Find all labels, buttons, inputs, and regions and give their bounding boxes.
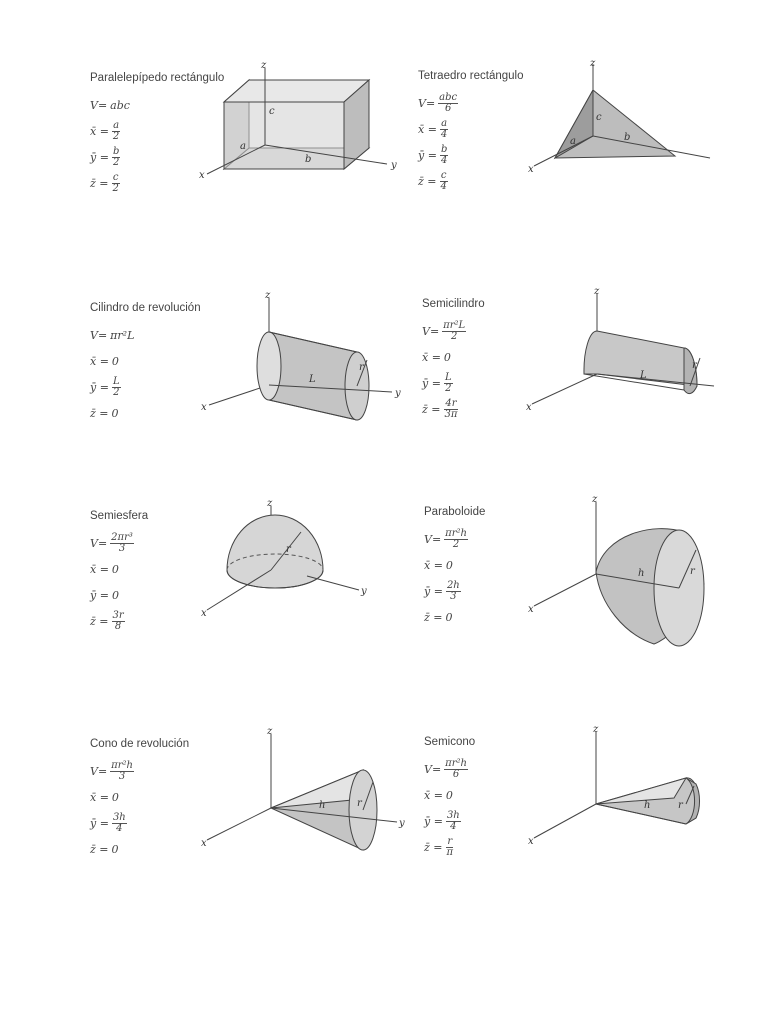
zbar-formula: z̄ = $\frac{3r}{8}$ xyxy=(90,609,124,632)
ybar-formula: ȳ = $\frac{b}{2}$ xyxy=(90,145,120,168)
z-axis-label: z xyxy=(594,286,600,297)
half-cone-figure xyxy=(514,724,739,914)
zbar-formula: z̄ = 0 xyxy=(424,610,453,624)
ybar-formula: ȳ = $\frac{2h}{3}$ xyxy=(424,579,460,602)
volume-formula: V= $\frac{\text{2πr³}}{3}$ xyxy=(90,531,133,554)
shape-hemisphere xyxy=(82,498,412,700)
ybar-formula: ȳ = $\frac{b}{4}$ xyxy=(418,143,448,166)
edge-b-label: b xyxy=(624,132,631,143)
edge-a-label: a xyxy=(240,141,246,152)
formula-block xyxy=(90,322,134,426)
xbar-formula: x̄ = 0 xyxy=(90,562,119,576)
x-axis-label: x xyxy=(201,402,207,413)
shape-cylinder xyxy=(82,290,412,492)
xbar-formula: x̄ = $\frac{a}{4}$ xyxy=(418,117,448,140)
formula-block xyxy=(424,756,468,860)
tetrahedron-figure xyxy=(520,58,745,248)
shape-title: Paraboloide xyxy=(424,506,486,518)
volume-formula: V= $\frac{\text{πr²h}}{2}$ xyxy=(424,527,467,550)
xbar-formula: x̄ = 0 xyxy=(90,790,119,804)
y-axis-label: y xyxy=(391,160,397,171)
length-L-label: L xyxy=(309,374,316,385)
formula-block xyxy=(424,526,468,630)
zbar-formula: z̄ = $\frac{c}{4}$ xyxy=(418,169,447,192)
shape-half-cylinder xyxy=(414,286,744,488)
shape-half-cone xyxy=(416,724,746,926)
radius-r-label: r xyxy=(692,360,697,371)
x-axis-label: x xyxy=(201,838,207,849)
zbar-formula: z̄ = 0 xyxy=(90,406,119,420)
y-axis-label: y xyxy=(395,388,401,399)
ybar-formula: ȳ = $\frac{3h}{4}$ xyxy=(90,811,126,834)
cone-figure xyxy=(187,726,412,916)
y-axis-label: y xyxy=(361,586,367,597)
x-axis-label: x xyxy=(528,164,534,175)
radius-r-label: r xyxy=(690,566,695,577)
formula-block xyxy=(422,318,466,422)
edge-c-label: c xyxy=(269,106,275,117)
xbar-formula: x̄ = 0 xyxy=(424,558,453,572)
xbar-formula: x̄ = 0 xyxy=(424,788,453,802)
ybar-formula: ȳ = $\frac{3h}{4}$ xyxy=(424,809,460,832)
x-axis-label: x xyxy=(526,402,532,413)
z-axis-label: z xyxy=(261,60,267,71)
shape-title: Semiesfera xyxy=(90,510,149,522)
shape-tetrahedron xyxy=(410,58,740,260)
z-axis-label: z xyxy=(593,724,599,735)
formula-block xyxy=(418,90,458,194)
volume-formula: V= $\frac{\text{πr²L}}{2}$ xyxy=(422,319,466,342)
z-axis-label: z xyxy=(590,58,596,69)
edge-c-label: c xyxy=(596,112,602,123)
z-axis-label: z xyxy=(265,290,271,301)
ybar-formula: ȳ = 0 xyxy=(90,588,119,602)
y-axis-label: y xyxy=(399,818,405,829)
shape-title: Cilindro de revolución xyxy=(90,302,201,314)
xbar-formula: x̄ = 0 xyxy=(90,354,119,368)
ybar-formula: ȳ = $\frac{L}{2}$ xyxy=(422,371,452,394)
zbar-formula: z̄ = $\frac{c}{2}$ xyxy=(90,171,119,194)
edge-b-label: b xyxy=(305,154,312,165)
zbar-formula: z̄ = $\frac{4r}{3\pi}$ xyxy=(422,397,458,420)
ybar-formula: ȳ = $\frac{L}{2}$ xyxy=(90,375,120,398)
z-axis-label: z xyxy=(267,726,273,737)
zbar-formula: z̄ = 0 xyxy=(90,842,119,856)
shape-paraboloid xyxy=(416,494,746,696)
zbar-formula: z̄ = $\frac{r}{\pi}$ xyxy=(424,835,454,858)
shape-title: Cono de revolución xyxy=(90,738,190,750)
length-L-label: L xyxy=(640,370,647,381)
volume-formula: V= $\frac{\text{πr²h}}{3}$ xyxy=(90,759,133,782)
radius-r-label: r xyxy=(357,798,362,809)
shape-cone xyxy=(82,726,412,928)
z-axis-label: z xyxy=(592,494,598,505)
height-h-label: h xyxy=(638,568,645,579)
shape-title: Semicilindro xyxy=(422,298,485,310)
x-axis-label: x xyxy=(528,836,534,847)
z-axis-label: z xyxy=(267,498,273,509)
volume-formula: V= $\frac{\text{πr²h}}{6}$ xyxy=(424,757,467,780)
shape-rectangular-prism xyxy=(82,60,412,262)
volume-formula: V= πr²L xyxy=(90,328,135,342)
x-axis-label: x xyxy=(528,604,534,615)
radius-r-label: r xyxy=(359,362,364,373)
volume-formula: V= $\frac{\text{abc}}{6}$ xyxy=(418,91,458,114)
height-h-label: h xyxy=(644,800,651,811)
edge-a-label: a xyxy=(570,136,576,147)
hemisphere-figure xyxy=(187,498,412,688)
shape-title: Paralelepípedo rectángulo xyxy=(90,72,225,84)
paraboloid-figure xyxy=(514,494,739,684)
formula-block xyxy=(90,92,130,196)
formula-block xyxy=(90,530,134,634)
xbar-formula: x̄ = 0 xyxy=(422,350,451,364)
cylinder-figure xyxy=(187,290,412,480)
radius-r-label: r xyxy=(678,800,683,811)
x-axis-label: x xyxy=(199,170,205,181)
half-cylinder-figure xyxy=(514,286,739,476)
formula-block xyxy=(90,758,134,862)
shape-title: Semicono xyxy=(424,736,476,748)
volume-formula: V= abc xyxy=(90,98,130,112)
height-h-label: h xyxy=(319,800,326,811)
xbar-formula: x̄ = $\frac{a}{2}$ xyxy=(90,119,120,142)
rectangular-prism-figure xyxy=(187,60,412,250)
radius-r-label: r xyxy=(286,544,291,555)
x-axis-label: x xyxy=(201,608,207,619)
shape-title: Tetraedro rectángulo xyxy=(418,70,524,82)
